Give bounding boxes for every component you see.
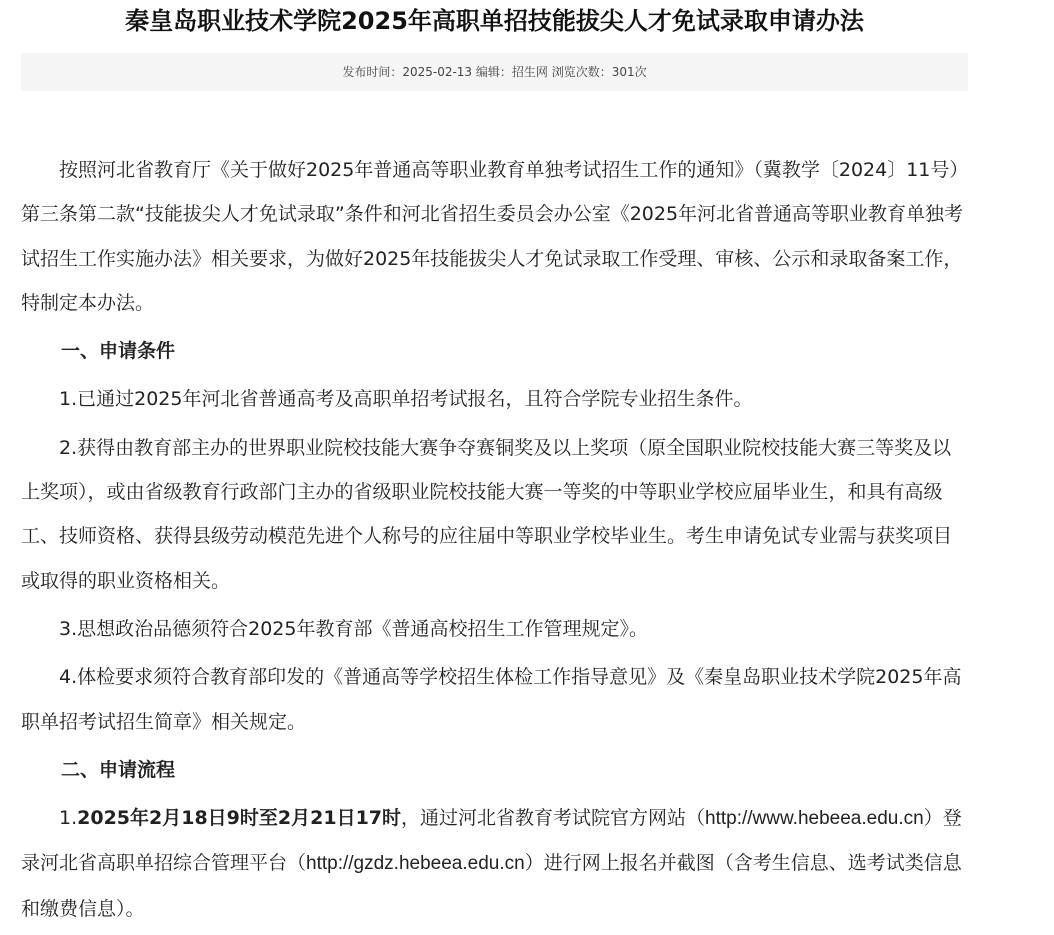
process-item-text: ）进行网上报名并截图（含考生信息、选考试类信息和缴费信息）。	[21, 852, 962, 920]
process-item-number: 1.	[59, 807, 78, 830]
process-item-text: ）登录河北省高职单招综合管理平台（	[21, 807, 962, 875]
publish-date: 2025-02-13	[402, 65, 473, 79]
publish-label: 发布时间：	[342, 65, 403, 79]
article-body	[21, 148, 968, 931]
views-label: 浏览次数：	[551, 65, 612, 79]
condition-item: 2.获得由教育部主办的世界职业院校技能大赛争夺赛铜奖及以上奖项（原全国职业院校技能大赛三等奖及以上奖项），或由省级教育行政部门主办的省级职业院校技能大赛一等奖的中等职业学校应届毕业生，和具有高级工、技师资格、获得县级劳动模范先进个人称号的应往届中等职业学校毕业生。考生申请免试专业需与获奖项目或取得的职业资格相关。	[21, 436, 953, 592]
article-meta-bar	[21, 53, 968, 91]
process-item-time: 2025年2月18日9时至2月21日17时	[77, 807, 402, 830]
views-count: 301次	[611, 65, 647, 79]
section-heading-process: 二、申请流程	[61, 758, 176, 781]
condition-item: 4.体检要求须符合教育部印发的《普通高等学校招生体检工作指导意见》及《秦皇岛职业技术学院2025年高职单招考试招生简章》相关规定。	[21, 666, 962, 733]
article	[21, 0, 968, 935]
hebeea-url: http://www.hebeea.edu.cn	[705, 808, 924, 830]
editor-label: 编辑：	[475, 65, 512, 79]
process-item-text: ，通过河北省教育考试院官方网站（	[401, 807, 706, 830]
condition-item: 3.思想政治品德须符合2025年教育部《普通高校招生工作管理规定》。	[59, 617, 648, 640]
process-item	[21, 796, 968, 931]
condition-item: 1.已通过2025年河北省普通高考及高职单招考试报名，且符合学院专业招生条件。	[59, 388, 753, 411]
editor-name: 招生网	[511, 65, 548, 79]
article-title: 秦皇岛职业技术学院2025年高职单招技能拔尖人才免试录取申请办法	[125, 7, 864, 35]
section-heading-conditions: 一、申请条件	[61, 340, 176, 363]
gzdz-url: http://gzdz.hebeea.edu.cn	[306, 853, 525, 875]
intro-paragraph: 按照河北省教育厅《关于做好2025年普通高等职业教育单独考试招生工作的通知》（冀教学〔2024〕11号）第三条第二款“技能拔尖人才免试录取”条件和河北省招生委员会办公室《2025年河北省普通高等职业教育单独考试招生工作实施办法》相关要求，为做好2025年技能拔尖人才免试录取工作受理、审核、公示和录取备案工作，特制定本办法。	[21, 159, 964, 314]
